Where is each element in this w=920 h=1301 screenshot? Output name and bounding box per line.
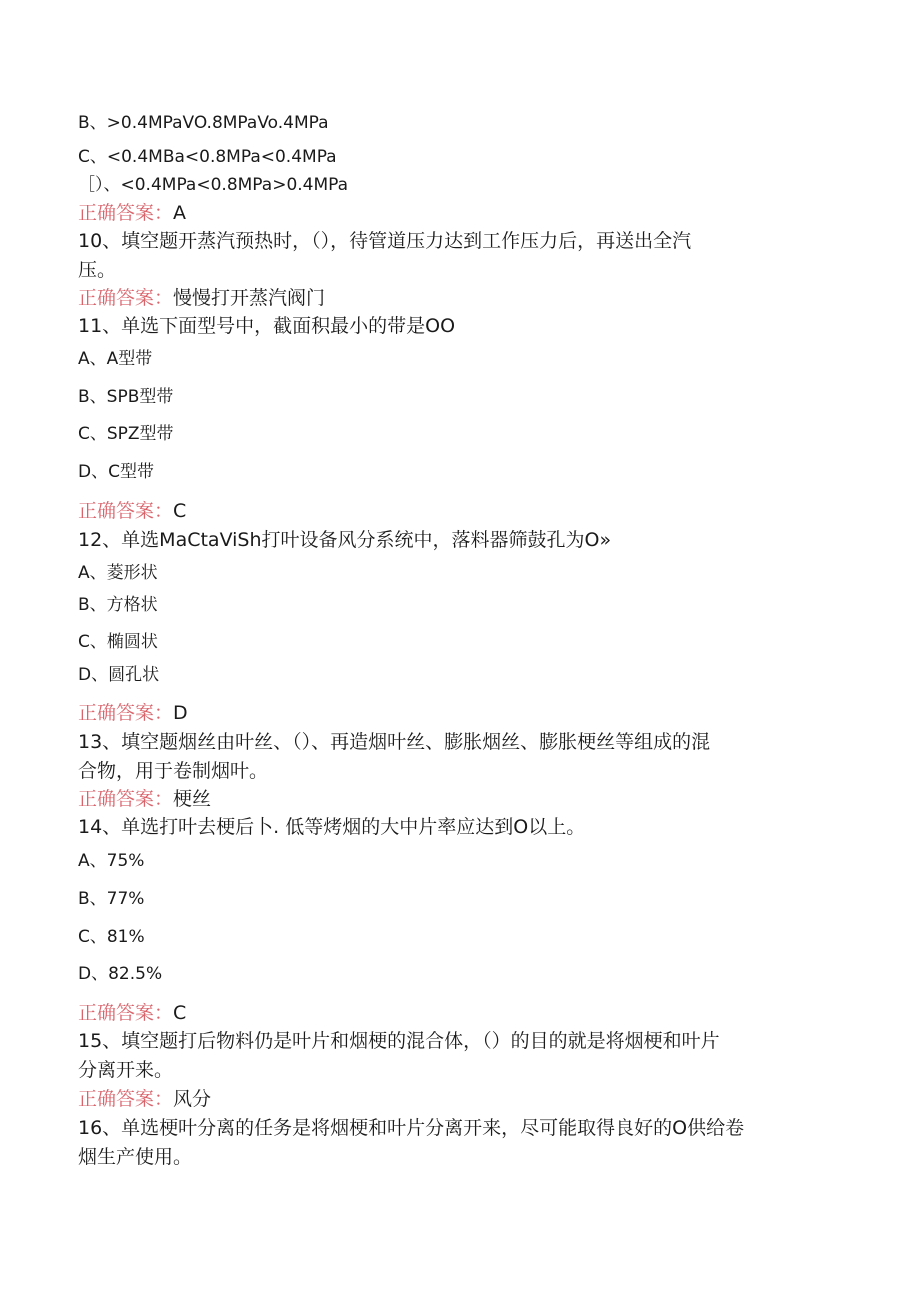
answer-line: [78, 201, 186, 225]
answer-value: 梗丝: [173, 788, 212, 810]
answer-label: 正确答案：: [78, 788, 174, 810]
question-line: 16、单选梗叶分离的任务是将烟梗和叶片分离开来，尽可能取得良好的O供给卷: [78, 1117, 745, 1139]
answer-label: 正确答案：: [78, 1002, 174, 1024]
question-line: 压。: [78, 259, 117, 281]
answer-label: 正确答案：: [78, 702, 174, 724]
option-line: C、SPZ型带: [78, 424, 174, 444]
answer-value: 风分: [173, 1088, 212, 1110]
option-line: C、81%: [78, 927, 145, 947]
option-line: A、菱形状: [78, 563, 158, 583]
option-line: B、方格状: [78, 595, 158, 615]
question-line: 10、填空题开蒸汽预热时，（），待管道压力达到工作压力后，再送出全汽: [78, 230, 692, 252]
option-line: A、A型带: [78, 349, 153, 369]
answer-value: C: [173, 500, 187, 522]
question-line: 烟生产使用。: [78, 1146, 193, 1168]
option-line: B、SPB型带: [78, 387, 174, 407]
question-line: 12、单选MaCtaViSh打叶设备风分系统中，落料器筛鼓孔为O»: [78, 529, 612, 551]
answer-value: A: [173, 202, 187, 224]
answer-value: 慢慢打开蒸汽阀门: [173, 287, 326, 309]
option-line: C、椭圆状: [78, 632, 158, 652]
answer-line: [78, 787, 211, 811]
answer-line: [78, 701, 188, 725]
question-line: 15、填空题打后物料仍是叶片和烟梗的混合体，（）的目的就是将烟梗和叶片: [78, 1030, 720, 1052]
option-line: C、<0.4MBa<0.8MPa<0.4MPa: [78, 147, 337, 167]
answer-line: [78, 499, 186, 523]
answer-line: [78, 286, 325, 310]
question-line: 11、单选下面型号中，截面积最小的带是OO: [78, 315, 456, 337]
question-line: 13、填空题烟丝由叶丝、（）、再造烟叶丝、膨胀烟丝、膨胀梗丝等组成的混: [78, 731, 711, 753]
answer-line: [78, 1087, 211, 1111]
option-line: ［）、<0.4MPa<0.8MPa>0.4MPa: [78, 175, 349, 195]
question-line: 分离开来。: [78, 1059, 174, 1081]
answer-value: D: [173, 702, 188, 724]
question-line: 合物，用于卷制烟叶。: [78, 760, 269, 782]
option-line: D、82.5%: [78, 964, 163, 984]
option-line: B、>0.4MPaVO.8MPaVo.4MPa: [78, 113, 329, 133]
option-line: D、圆孔状: [78, 665, 160, 685]
question-line: 14、单选打叶去梗后卜. 低等烤烟的大中片率应达到O以上。: [78, 816, 586, 838]
option-line: B、77%: [78, 889, 145, 909]
option-line: A、75%: [78, 851, 145, 871]
answer-label: 正确答案：: [78, 202, 174, 224]
answer-line: [78, 1001, 186, 1025]
answer-value: C: [173, 1002, 187, 1024]
answer-label: 正确答案：: [78, 500, 174, 522]
option-line: D、C型带: [78, 462, 154, 482]
answer-label: 正确答案：: [78, 1088, 174, 1110]
answer-label: 正确答案：: [78, 287, 174, 309]
